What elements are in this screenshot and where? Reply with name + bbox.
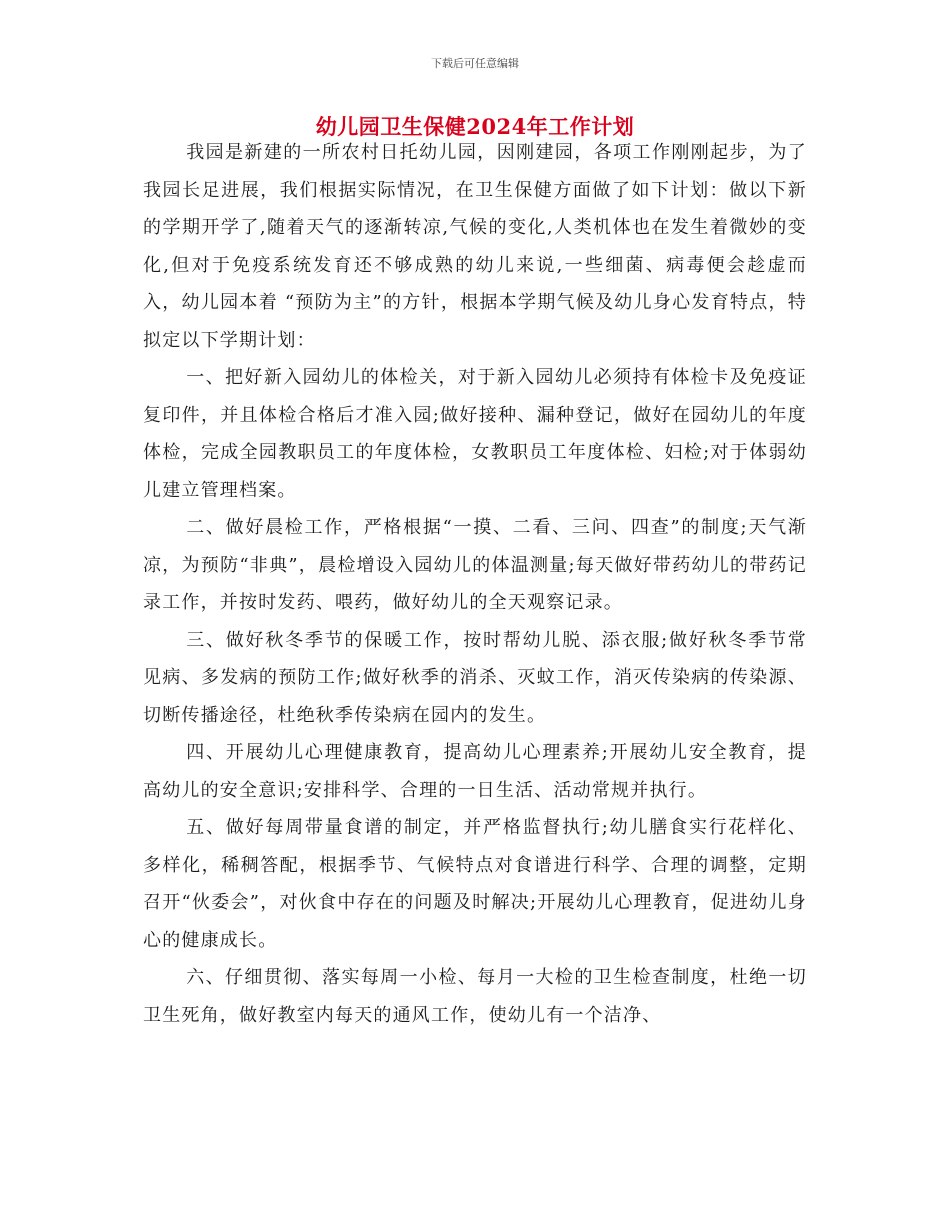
paragraph-item-4: 四、开展幼儿心理健康教育，提高幼儿心理素养;开展幼儿安全教育，提高幼儿的安全意识;安排科学、合理的一日生活、活动常规并执行。 [143,742,807,801]
paragraph-item-1: 一、把好新入园幼儿的体检关，对于新入园幼儿必须持有体检卡及免疫证复印件，并且体检合格后才准入园;做好接种、漏种登记，做好在园幼儿的年度体检，完成全园教职员工的年度体检，女教职员工年度体检、妇检;对于体弱幼儿建立管理档案。 [143,367,807,501]
document-body [143,134,807,1034]
paragraph-item-3: 三、做好秋冬季节的保暖工作，按时帮幼儿脱、添衣服;做好秋冬季节常见病、多发病的预防工作;做好秋季的消杀、灭蚊工作，消灭传染病的传染源、切断传播途径，杜绝秋季传染病在园内的发生。 [143,629,807,726]
paragraph-item-2: 二、做好晨检工作，严格根据“一摸、二看、三问、四查”的制度;天气渐凉，为预防“非典”，晨检增设入园幼儿的体温测量;每天做好带药幼儿的带药记录工作，并按时发药、喂药，做好幼儿的全天观察记录。 [143,517,807,613]
document-title: 幼儿园卫生保健2024年工作计划 [315,114,635,139]
paragraph-item-6: 六、仔细贯彻、落实每周一小检、每月一大检的卫生检查制度，杜绝一切卫生死角，做好教室内每天的通风工作，使幼儿有一个洁净、 [143,967,807,1026]
paragraph-item-5: 五、做好每周带量食谱的制定，并严格监督执行;幼儿膳食实行花样化、多样化，稀稠答配，根据季节、气候特点对食谱进行科学、合理的调整，定期召开“伙委会”，对伙食中存在的问题及时解决;开展幼儿心理教育，促进幼儿身心的健康成长。 [143,817,807,951]
paragraph-intro: 我园是新建的一所农村日托幼儿园，因刚建园，各项工作刚刚起步，为了我园长足进展，我们根据实际情况，在卫生保健方面做了如下计划：做以下新的学期开学了,随着天气的逐渐转凉,气候的变化,人类机体也在发生着微妙的变化,但对于免疫系统发育还不够成熟的幼儿来说,一些细菌、病毒便会趁虚而入，幼儿园本着 “预防为主”的方针，根据本学期气候及幼儿身心发育特点，特拟定以下学期计划： [143,142,807,351]
header-note: 下载后可任意编辑 [431,57,519,70]
